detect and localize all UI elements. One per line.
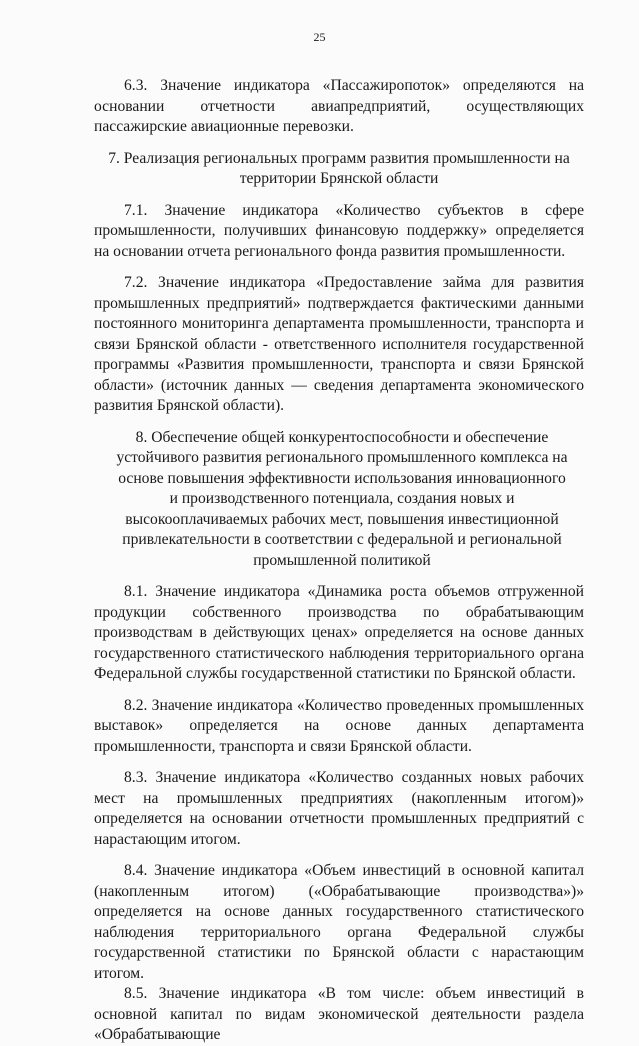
section-8-heading: 8. Обеспечение общей конкурентоспособности и обеспечение устойчивого развития регионального промышленного комплекса на основе повышения эффективности использования инновационного и производственного потенциала, создания новых и высокооплачиваемых рабочих мест, повышения инвестиционной привлекательности в соответствии с федеральной и региональной промышленной политикой	[116, 428, 568, 569]
paragraph-8-1: 8.1. Значение индикатора «Динамика роста объемов отгруженной продукции собственного производства по обрабатывающим производствам в действующих ценах» определяется на основе данных государственного статистического наблюдения территориального органа Федеральной службы государственной статистики по Брянской области.	[94, 583, 584, 682]
paragraph-7-1: 7.1. Значение индикатора «Количество субъектов в сфере промышленности, получивших финансовую поддержку» определяется на основании отчета регионального фонда развития промышленности.	[94, 201, 584, 260]
section-7-heading: 7. Реализация региональных программ развития промышленности на территории Брянской области	[108, 149, 570, 187]
paragraph-8-4: 8.4. Значение индикатора «Объем инвестиций в основной капитал (накопленным итогом) («Обрабатывающие производства»)» определяется на основе данных государственного статистического наблюдения территориального органа Федеральной службы государственной статистики по Брянской области с нарастающим итогом.	[94, 862, 584, 982]
paragraph-8-3: 8.3. Значение индикатора «Количество созданных новых рабочих мест на промышленных предприятиях (накопленным итогом)» определяется на основании отчетности промышленных предприятий с нарастающим итогом.	[94, 769, 584, 848]
paragraph-6-3: 6.3. Значение индикатора «Пассажиропоток» определяются на основании отчетности авиапредприятий, осуществляющих пассажирские авиационные перевозки.	[94, 77, 584, 135]
paragraph-7-2: 7.2. Значение индикатора «Предоставление займа для развития промышленных предприятий» подтверждается фактическими данными постоянного мониторинга департамента промышленности, транспорта и связи Брянской области - ответственного исполнителя государственной программы «Развития промышленности, транспорта и связи Брянской области» (источник данных — сведения департамента экономического развития Брянской области).	[94, 274, 584, 414]
document-body	[94, 76, 584, 1046]
page-number: 25	[313, 30, 326, 44]
paragraph-8-2: 8.2. Значение индикатора «Количество проведенных промышленных выставок» определяется на основе данных департамента промышленности, транспорта и связи Брянской области.	[94, 696, 584, 755]
paragraph-8-5: 8.5. Значение индикатора «В том числе: объем инвестиций в основной капитал по видам экономической деятельности раздела «Обрабатывающие	[94, 985, 584, 1043]
